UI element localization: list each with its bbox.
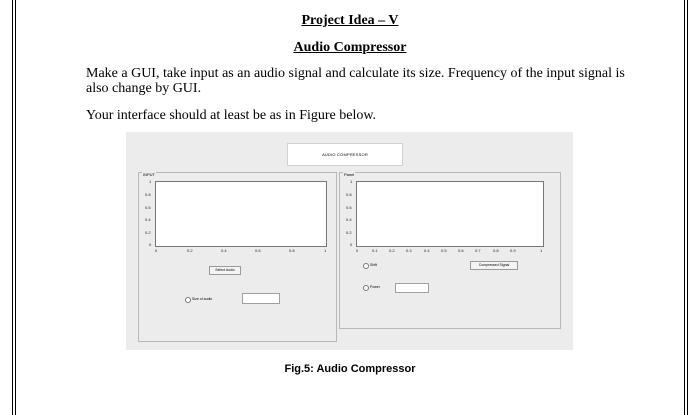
left-x-tick: 1 [324, 248, 327, 253]
right-x-tick: 0.4 [424, 248, 430, 253]
output-panel [339, 172, 561, 329]
select-audio-button[interactable]: Select Audio [209, 266, 241, 275]
page-border-left-outer [12, 0, 13, 415]
power-radio[interactable] [363, 285, 369, 291]
page-border-left-inner [15, 0, 16, 415]
size-of-audio-field[interactable] [242, 293, 280, 304]
output-panel-label: Panel [344, 172, 355, 177]
right-x-tick: 0.5 [441, 248, 447, 253]
right-y-tick: 1 [350, 179, 353, 184]
power-field[interactable] [395, 283, 429, 293]
output-plot-axes [356, 181, 544, 247]
right-x-tick: 0.3 [406, 248, 412, 253]
page-border-right-outer [687, 0, 688, 415]
right-x-tick: 0.7 [475, 248, 481, 253]
size-of-audio-radio[interactable] [185, 297, 191, 303]
left-y-tick: 1 [149, 179, 152, 184]
gui-title-box: AUDIO COMPRESSOR [287, 143, 403, 166]
left-y-tick: 0 [149, 242, 152, 247]
left-y-tick: 0.4 [145, 217, 151, 222]
right-x-tick: 0.6 [458, 248, 464, 253]
input-panel-label: INPUT [143, 172, 155, 177]
figure-caption: Fig.5: Audio Compressor [284, 363, 416, 375]
right-y-tick: 0.6 [346, 205, 352, 210]
left-x-tick: 0.2 [187, 248, 193, 253]
right-x-tick: 0 [356, 248, 359, 253]
right-y-tick: 0 [350, 242, 353, 247]
gui-figure [126, 132, 573, 350]
input-panel [138, 172, 337, 342]
power-label: Power [370, 285, 380, 289]
right-x-tick: 1 [540, 248, 543, 253]
description-paragraph: Make a GUI, take input as an audio signal and calculate its size. Frequency of the input signal is also change by GUI. [86, 66, 625, 96]
instruction-paragraph: Your interface should at least be as in Figure below. [86, 108, 377, 123]
left-x-tick: 0.8 [289, 248, 295, 253]
right-x-tick: 0.8 [493, 248, 499, 253]
compressed-signal-button[interactable]: Compressed Signal [470, 261, 518, 270]
shift-label: Shift [370, 263, 378, 267]
right-x-tick: 0.1 [372, 248, 378, 253]
left-y-tick: 0.2 [145, 230, 151, 235]
right-y-tick: 0.4 [346, 217, 352, 222]
shift-radio[interactable] [363, 263, 369, 269]
right-y-tick: 0.8 [346, 192, 352, 197]
project-subtitle: Audio Compressor [293, 40, 407, 55]
left-x-tick: 0.4 [221, 248, 227, 253]
project-title: Project Idea – V [301, 13, 399, 28]
left-y-tick: 0.8 [145, 192, 151, 197]
right-x-tick: 0.9 [510, 248, 516, 253]
left-x-tick: 0.6 [255, 248, 261, 253]
right-x-tick: 0.2 [389, 248, 395, 253]
input-plot-axes [155, 181, 327, 247]
size-of-audio-label: Size of audio [192, 297, 213, 301]
right-y-tick: 0.2 [346, 230, 352, 235]
left-y-tick: 0.6 [145, 205, 151, 210]
page-border-right-inner [684, 0, 685, 415]
left-x-tick: 0 [155, 248, 158, 253]
